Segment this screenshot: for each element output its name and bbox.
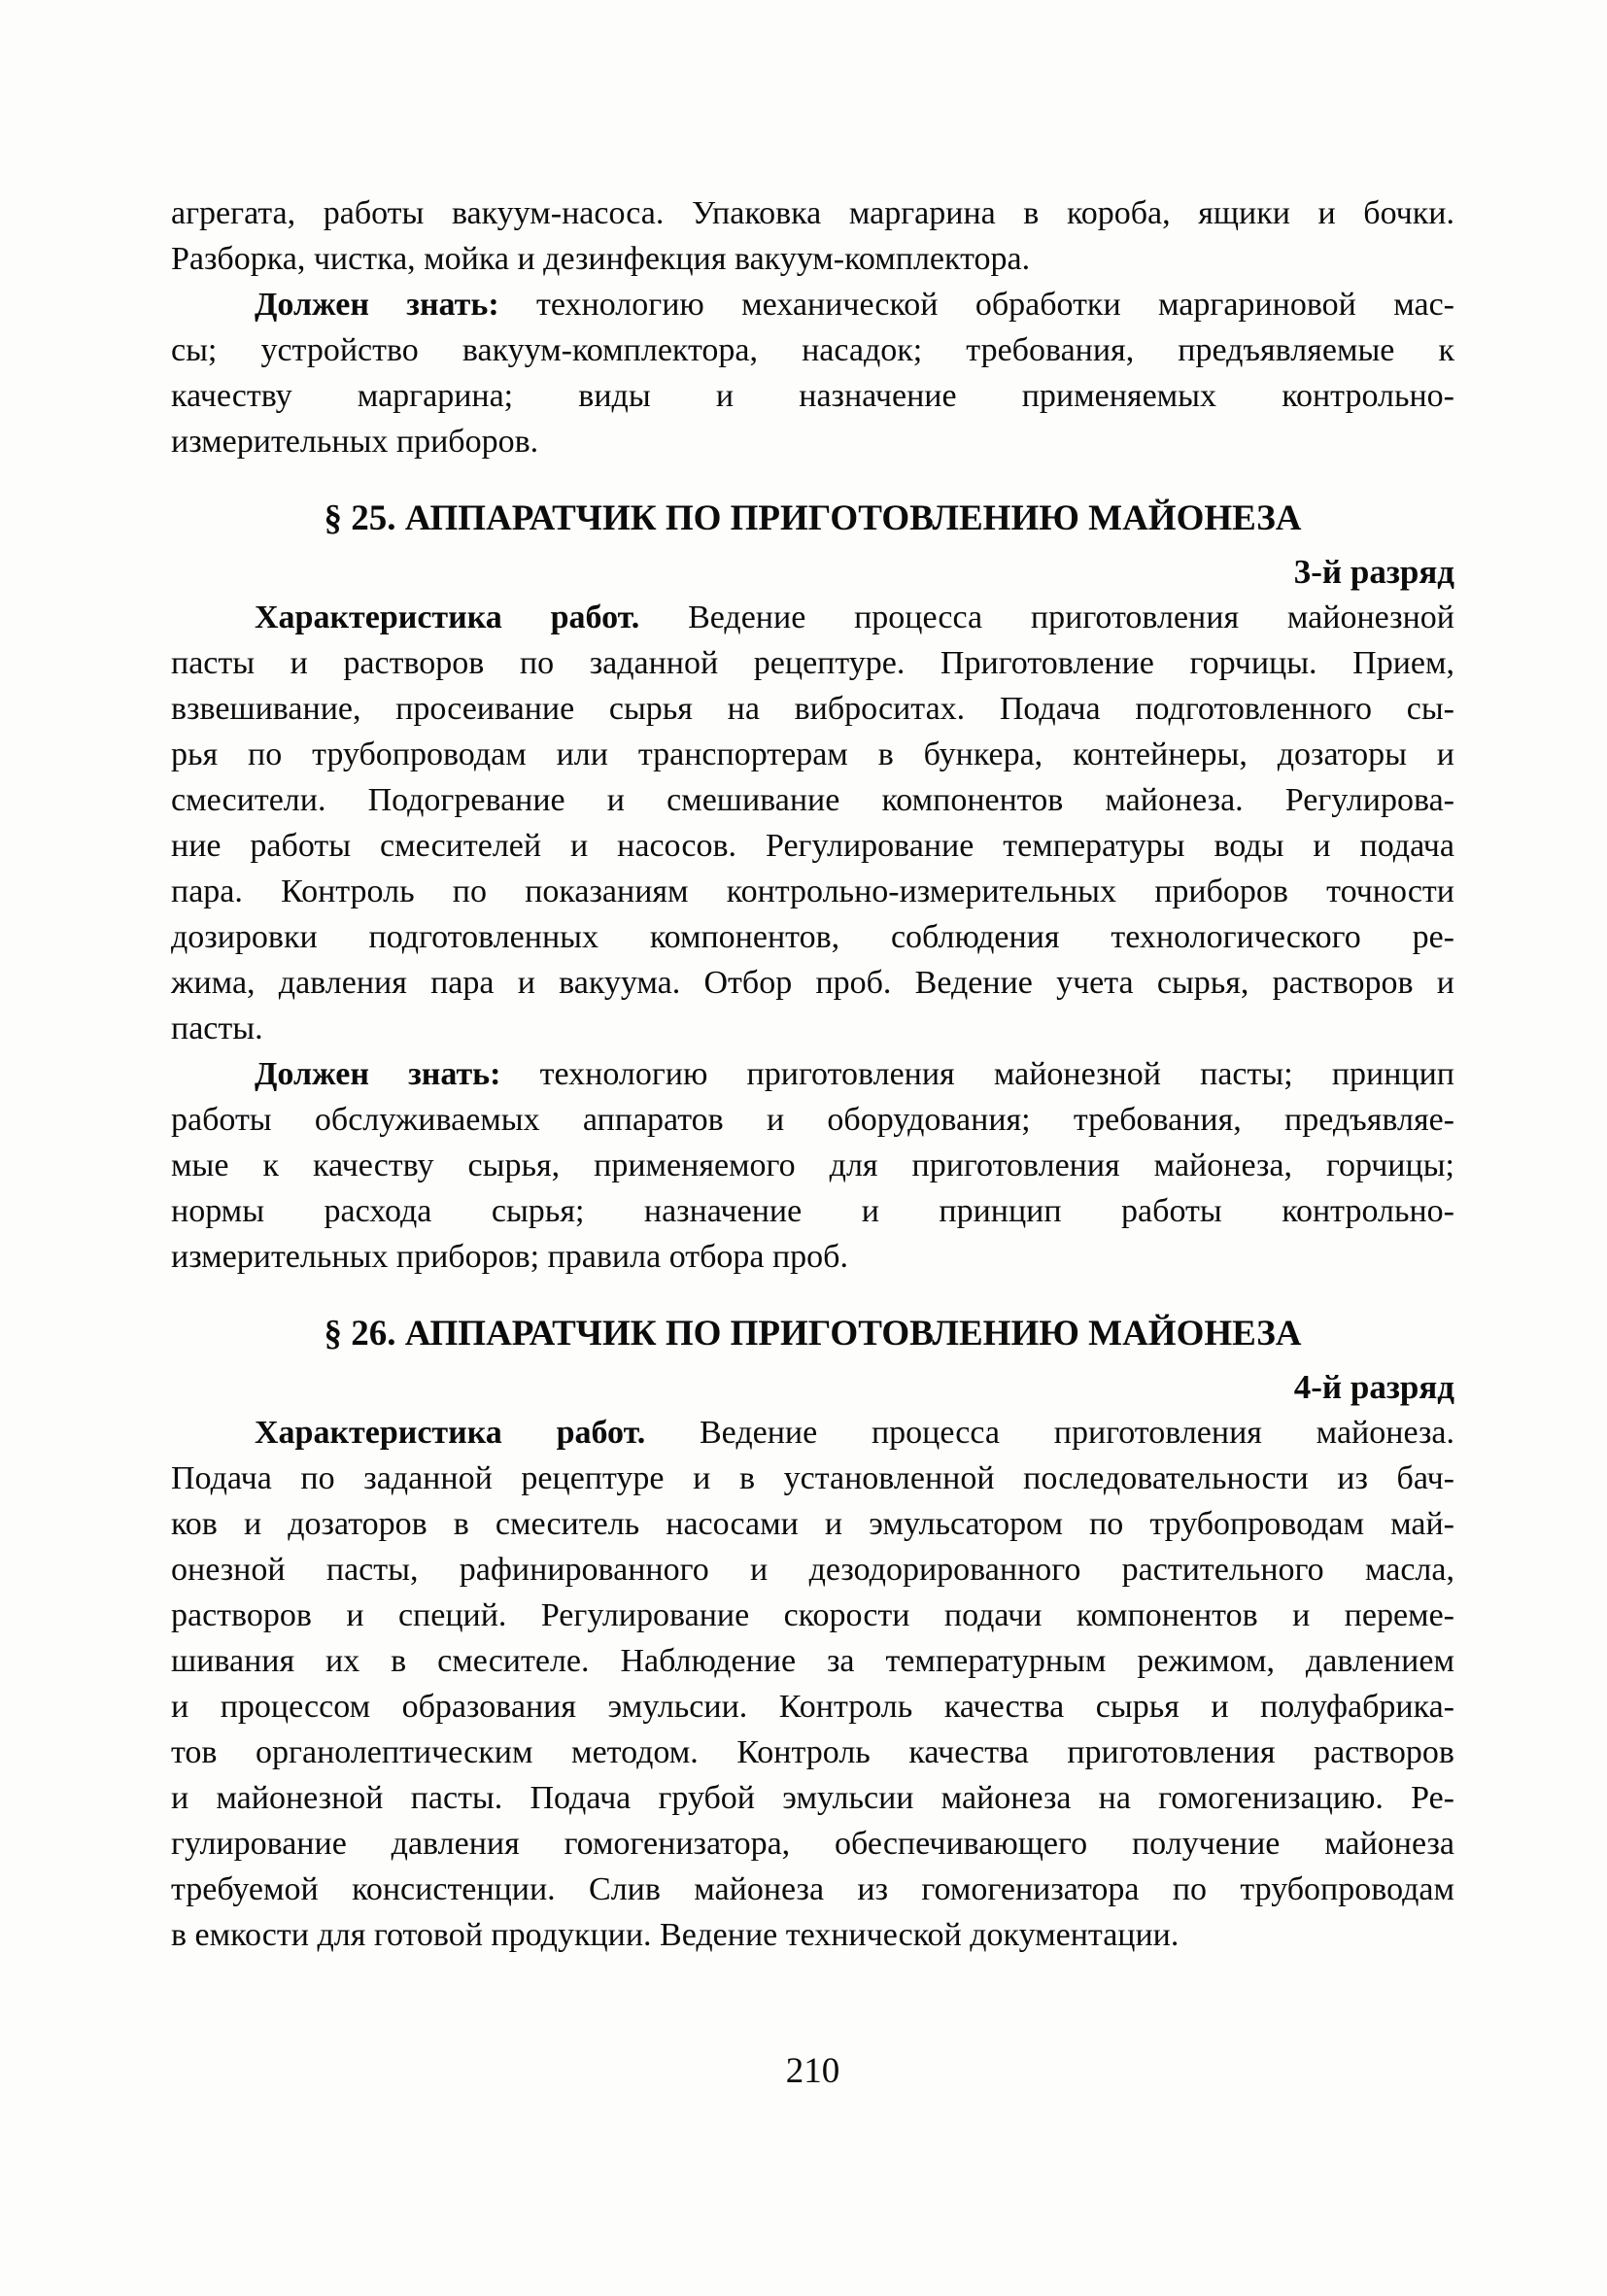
- text-line: Разборка, чистка, мойка и дезинфекция вакуум-комплектора.: [171, 241, 1031, 277]
- text-line: пасты.: [171, 1011, 263, 1046]
- bold-lead-in: Должен знать:: [255, 287, 499, 323]
- text-line: и процессом образования эмульсии. Контроль качества сырья и полуфабрика-: [171, 1689, 1454, 1725]
- body-paragraph: [171, 1051, 1454, 1280]
- text-line: растворов и специй. Регулирование скорости подачи компонентов и переме-: [171, 1597, 1454, 1633]
- body-paragraph: [171, 190, 1454, 282]
- text-line: Характеристика работ. Ведение процесса приготовления майонеза.: [255, 1415, 1454, 1451]
- text-line: ние работы смесителей и насосов. Регулирование температуры воды и подача: [171, 828, 1454, 864]
- text-line: сы; устройство вакуум-комплектора, насадок; требования, предъявляемые к: [171, 332, 1454, 368]
- text-line: Подача по заданной рецептуре и в установленной последовательности из бач-: [171, 1460, 1454, 1496]
- grade-label: 4-й разряд: [1293, 1368, 1454, 1406]
- grade-label: 3-й разряд: [1293, 553, 1454, 591]
- text-line: дозировки подготовленных компонентов, соблюдения технологического ре-: [171, 919, 1454, 955]
- text-line: требуемой консистенции. Слив майонеза из гомогенизатора по трубопроводам: [171, 1871, 1454, 1907]
- text-line: агрегата, работы вакуум-насоса. Упаковка маргарина в короба, ящики и бочки.: [171, 195, 1454, 231]
- bold-lead-in: Характеристика работ.: [255, 600, 640, 635]
- bold-lead-in: Должен знать:: [255, 1056, 501, 1092]
- text-line: мые к качеству сырья, применяемого для приготовления майонеза, горчицы;: [171, 1148, 1454, 1183]
- section-heading: § 26. АППАРАТЧИК ПО ПРИГОТОВЛЕНИЮ МАЙОНЕЗА: [324, 1314, 1302, 1354]
- text-line: взвешивание, просеивание сырья на виброситах. Подача подготовленного сы-: [171, 691, 1454, 727]
- section-heading: § 25. АППАРАТЧИК ПО ПРИГОТОВЛЕНИЮ МАЙОНЕЗА: [324, 498, 1302, 538]
- text-line: онезной пасты, рафинированного и дезодорированного растительного масла,: [171, 1552, 1454, 1588]
- text-line: и майонезной пасты. Подача грубой эмульсии майонеза на гомогенизацию. Ре-: [171, 1780, 1454, 1816]
- text-line: Должен знать: технологию приготовления майонезной пасты; принцип: [255, 1056, 1454, 1092]
- text-line: качеству маргарина; виды и назначение применяемых контрольно-: [171, 378, 1454, 414]
- text-line: нормы расхода сырья; назначение и принцип работы контрольно-: [171, 1193, 1454, 1229]
- text-line: жима, давления пара и вакуума. Отбор проб. Ведение учета сырья, растворов и: [171, 965, 1454, 1001]
- text-line: смесители. Подогревание и смешивание компонентов майонеза. Регулирова-: [171, 782, 1454, 818]
- text-line: тов органолептическим методом. Контроль качества приготовления растворов: [171, 1734, 1454, 1770]
- body-paragraph: [171, 1410, 1454, 1958]
- bold-lead-in: Характеристика работ.: [255, 1415, 646, 1451]
- body-paragraph: [171, 282, 1454, 464]
- text-line: гулирование давления гомогенизатора, обеспечивающего получение майонеза: [171, 1826, 1454, 1862]
- page-number: 210: [785, 2051, 840, 2091]
- text-line: измерительных приборов; правила отбора проб.: [171, 1239, 848, 1275]
- text-line: измерительных приборов.: [171, 424, 539, 460]
- text-block: [171, 190, 1454, 1958]
- text-line: в емкости для готовой продукции. Ведение технической документации.: [171, 1917, 1180, 1953]
- text-line: рья по трубопроводам или транспортерам в бункера, контейнеры, дозаторы и: [171, 737, 1454, 772]
- body-paragraph: [171, 595, 1454, 1051]
- text-line: пасты и растворов по заданной рецептуре. Приготовление горчицы. Прием,: [171, 645, 1454, 681]
- text-line: работы обслуживаемых аппаратов и оборудования; требования, предъявляе-: [171, 1102, 1454, 1138]
- text-line: пара. Контроль по показаниям контрольно-измерительных приборов точности: [171, 874, 1454, 909]
- text-line: Характеристика работ. Ведение процесса приготовления майонезной: [255, 600, 1454, 635]
- text-line: ков и дозаторов в смеситель насосами и эмульсатором по трубопроводам май-: [171, 1506, 1454, 1542]
- text-line: шивания их в смесителе. Наблюдение за температурным режимом, давлением: [171, 1643, 1454, 1679]
- text-line: Должен знать: технологию механической обработки маргариновой мас-: [255, 287, 1454, 323]
